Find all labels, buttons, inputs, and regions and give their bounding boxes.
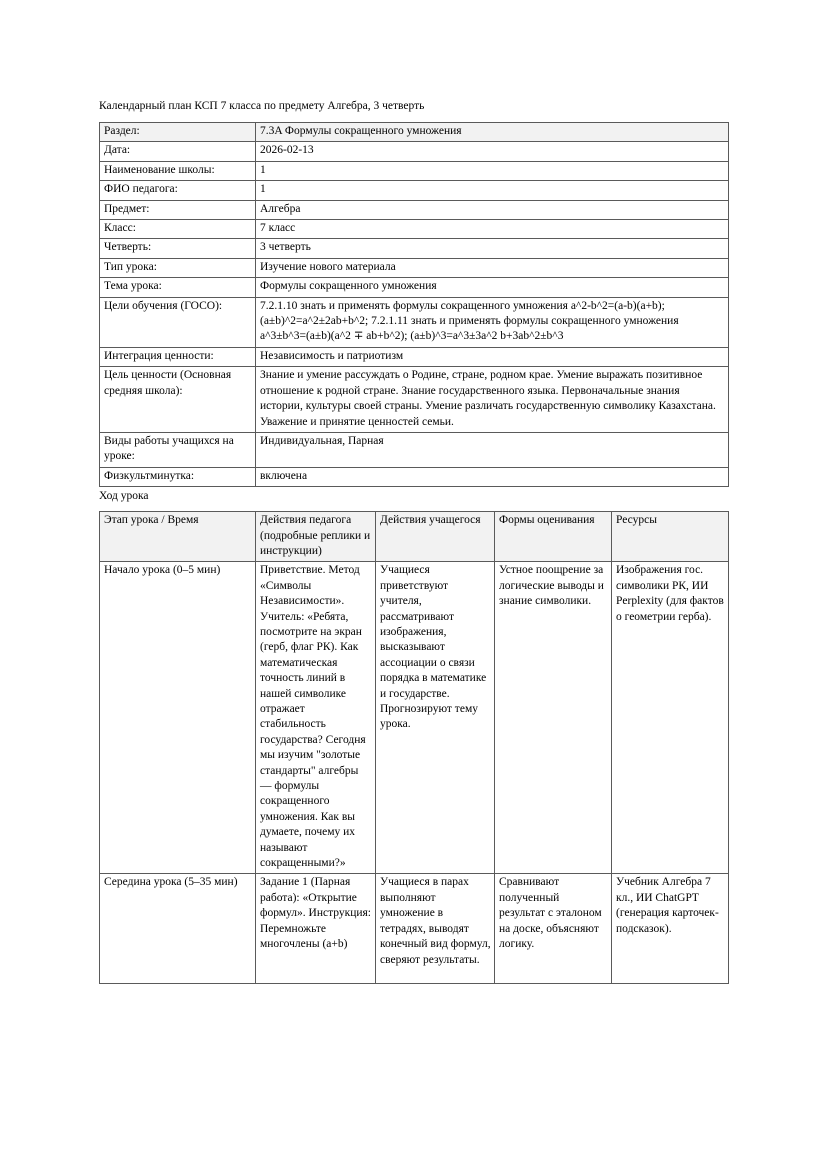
table-row [100, 181, 729, 200]
cell-assessment: Устное поощрение за логические выводы и знание символики. [495, 562, 612, 874]
info-value-goals: 7.2.1.10 знать и применять формулы сокращенного умножения a^2-b^2=(a-b)(a+b); (a±b)^2=a^2±2ab+b^2; 7.2.1.11 знать и применять формулы сокращенного умножения a^3±b^3=(a±b)(a^2 ∓ ab+b^2); (a±b)^3=a^3±3a^2 b+3ab^2±b^3 [256, 297, 729, 347]
table-row [100, 432, 729, 467]
info-value-value-integration: Независимость и патриотизм [256, 347, 729, 366]
column-header-stage: Этап урока / Время [100, 512, 256, 562]
table-row [100, 142, 729, 161]
table-row [100, 467, 729, 486]
info-value-lesson-type: Изучение нового материала [256, 258, 729, 277]
info-value-quarter: 3 четверть [256, 239, 729, 258]
table-row [100, 562, 729, 874]
info-value-subject: Алгебра [256, 200, 729, 219]
cell-assessment: Сравнивают полученный результат с эталоном на доске, объясняют логику. [495, 874, 612, 984]
table-row [100, 220, 729, 239]
cell-stage: Начало урока (0–5 мин) [100, 562, 256, 874]
info-label-lesson-type: Тип урока: [100, 258, 256, 277]
info-label-subject: Предмет: [100, 200, 256, 219]
page-title: Календарный план КСП 7 класса по предмету Алгебра, 3 четверть [99, 100, 425, 112]
info-label-quarter: Четверть: [100, 239, 256, 258]
info-label-work-types: Виды работы учащихся на уроке: [100, 432, 256, 467]
table-row [100, 161, 729, 180]
info-value-physical-break: включена [256, 467, 729, 486]
column-header-teacher-actions: Действия педагога (подробные реплики и инструкции) [256, 512, 376, 562]
info-value-razdel: 7.3A Формулы сокращенного умножения [256, 123, 729, 142]
lesson-table-body [100, 562, 729, 984]
info-label-value-integration: Интеграция ценности: [100, 347, 256, 366]
cell-resources: Изображения гос. символики РК, ИИ Perplexity (для фактов о геометрии герба). [612, 562, 729, 874]
info-value-lesson-topic: Формулы сокращенного умножения [256, 278, 729, 297]
info-value-data: 2026-02-13 [256, 142, 729, 161]
info-value-school: 1 [256, 161, 729, 180]
table-row [100, 347, 729, 366]
info-label-school: Наименование школы: [100, 161, 256, 180]
info-label-class: Класс: [100, 220, 256, 239]
document-content [99, 99, 728, 984]
info-value-class: 7 класс [256, 220, 729, 239]
column-header-assessment: Формы оценивания [495, 512, 612, 562]
lesson-flow-table [99, 511, 729, 984]
lesson-table-head [100, 512, 729, 562]
info-label-physical-break: Физкультминутка: [100, 467, 256, 486]
table-row [100, 367, 729, 433]
section-caption-lesson-flow: Ход урока [99, 490, 149, 503]
table-row [100, 297, 729, 347]
table-row [100, 278, 729, 297]
table-row [100, 200, 729, 219]
cell-student-actions: Учащиеся в парах выполняют умножение в тетрадях, выводят конечный вид формул, сверяют результаты. [376, 874, 495, 984]
table-row [100, 258, 729, 277]
table-row [100, 239, 729, 258]
table-row [100, 874, 729, 984]
table-header-row [100, 512, 729, 562]
cell-teacher-actions: Задание 1 (Парная работа): «Открытие формул». Инструкция: Перемножьте многочлены (a+b) [256, 874, 376, 984]
info-label-value-goal: Цель ценности (Основная средняя школа): [100, 367, 256, 433]
info-value-value-goal: Знание и умение рассуждать о Родине, стране, родном крае. Умение выражать позитивное отношение к родной стране. Знание государственного языка. Первоначальные знания истории, культуры своей страны. Умение различать государственную символику Казахстана. Уважение и принятие ценностей семьи. [256, 367, 729, 433]
column-header-student-actions: Действия учащегося [376, 512, 495, 562]
info-value-work-types: Индивидуальная, Парная [256, 432, 729, 467]
cell-teacher-actions: Приветствие. Метод «Символы Независимости». Учитель: «Ребята, посмотрите на экран (герб, флаг РК). Как математическая точность линий в нашей символике отражает стабильность государства? Сегодня мы изучим "золотые стандарты" алгебры — формулы сокращенного умножения. Как вы думаете, почему их называют сокращенными?» [256, 562, 376, 874]
lesson-info-table [99, 122, 729, 487]
info-label-razdel: Раздел: [100, 123, 256, 142]
info-table-body [100, 123, 729, 487]
info-label-data: Дата: [100, 142, 256, 161]
cell-resources: Учебник Алгебра 7 кл., ИИ ChatGPT (генерация карточек-подсказок). [612, 874, 729, 984]
info-label-goals: Цели обучения (ГОСО): [100, 297, 256, 347]
info-label-lesson-topic: Тема урока: [100, 278, 256, 297]
cell-student-actions: Учащиеся приветствуют учителя, рассматривают изображения, высказывают ассоциации о связи порядка в математике и государстве. Прогнозируют тему урока. [376, 562, 495, 874]
info-label-teacher: ФИО педагога: [100, 181, 256, 200]
cell-stage: Середина урока (5–35 мин) [100, 874, 256, 984]
column-header-resources: Ресурсы [612, 512, 729, 562]
info-value-teacher: 1 [256, 181, 729, 200]
table-row [100, 123, 729, 142]
